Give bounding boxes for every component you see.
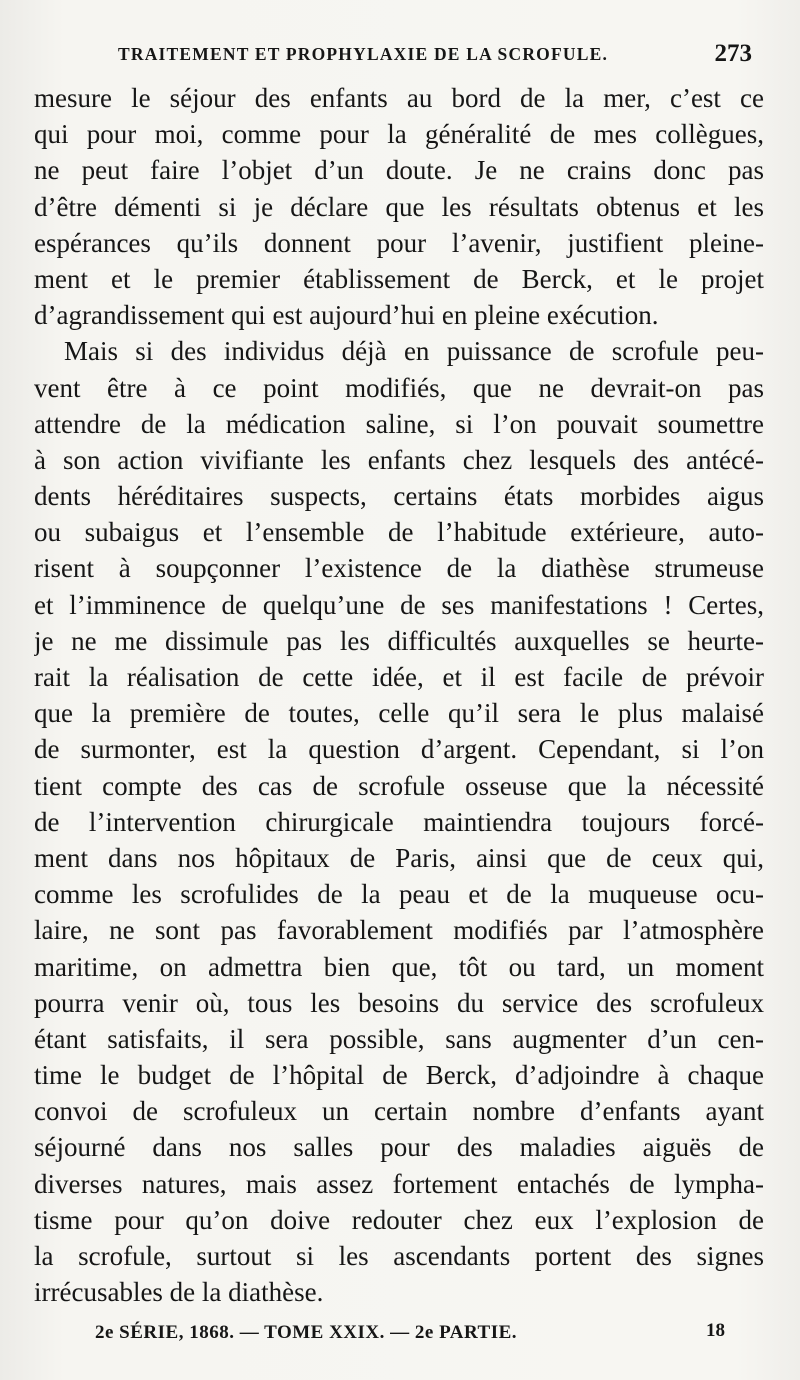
text-line: laire, ne sont pas favorablement modifiés par l’atmosphère xyxy=(34,915,764,946)
text-line: la scrofule, surtout si les ascendants portent des signes xyxy=(34,1241,764,1271)
text-line: diverses natures, mais assez fortement entachés de lympha- xyxy=(34,1168,764,1199)
text-line: d’agrandissement qui est aujourd’hui en pleine exécution. xyxy=(34,300,659,331)
page-number: 273 xyxy=(714,40,752,67)
text-line: étant satisfaits, il sera possible, sans augmenter d’un cen- xyxy=(34,1023,764,1054)
text-line: vent être à ce point modifiés, que ne devrait-on pas xyxy=(34,372,764,403)
text-line: comme les scrofulides de la peau et de la muqueuse ocu- xyxy=(34,879,764,910)
body-text xyxy=(34,80,764,1310)
text-line: que la première de toutes, celle qu’il sera le plus malaisé xyxy=(34,698,764,729)
text-line: tient compte des cas de scrofule osseuse que la nécessité xyxy=(34,770,764,801)
text-line: ment et le premier établissement de Berck, et le projet xyxy=(34,263,764,294)
text-line: mesure le séjour des enfants au bord de la mer, c’est ce xyxy=(34,83,764,113)
text-line: pourra venir où, tous les besoins du service des scrofuleux xyxy=(34,987,764,1018)
text-line: time le budget de l’hôpital de Berck, d’adjoindre à chaque xyxy=(34,1060,764,1091)
text-line: ne peut faire l’objet d’un doute. Je ne crains donc pas xyxy=(34,155,764,186)
text-line: espérances qu’ils donnent pour l’avenir, justifient pleine- xyxy=(34,227,764,258)
signature-number: 18 xyxy=(706,1320,725,1341)
signature-line: 2e SÉRIE, 1868. — TOME XXIX. — 2e PARTIE. xyxy=(95,1322,518,1343)
text-line: et l’imminence de quelqu’une de ses manifestations ! Certes, xyxy=(34,589,764,620)
text-line: maritime, on admettra bien que, tôt ou tard, un moment xyxy=(34,951,764,982)
text-line: tisme pour qu’on doive redouter chez eux l’explosion de xyxy=(34,1204,764,1235)
text-line: de surmonter, est la question d’argent. Cependant, si l’on xyxy=(34,734,764,765)
text-line: irrécusables de la diathèse. xyxy=(34,1277,324,1308)
text-line: risent à soupçonner l’existence de la diathèse strumeuse xyxy=(34,553,764,584)
running-title: TRAITEMENT ET PROPHYLAXIE DE LA SCROFULE. xyxy=(118,44,609,64)
text-line: d’être démenti si je déclare que les résultats obtenus et les xyxy=(34,191,764,222)
text-line: dents héréditaires suspects, certains états morbides aigus xyxy=(34,481,764,512)
text-line: attendre de la médication saline, si l’on pouvait soumettre xyxy=(34,408,764,439)
text-line: rait la réalisation de cette idée, et il est facile de prévoir xyxy=(34,662,764,692)
page-footer xyxy=(95,1320,725,1350)
text-line: ment dans nos hôpitaux de Paris, ainsi que de ceux qui, xyxy=(34,842,764,873)
text-line: de l’intervention chirurgicale maintiendra toujours forcé- xyxy=(34,806,764,837)
text-line: je ne me dissimule pas les difficultés auxquelles se heurte- xyxy=(34,625,764,656)
text-line: qui pour moi, comme pour la généralité de mes collègues, xyxy=(34,119,764,150)
page-header xyxy=(118,40,758,70)
text-line: convoi de scrofuleux un certain nombre d’enfants ayant xyxy=(34,1096,764,1127)
text-line: ou subaigus et l’ensemble de l’habitude extérieure, auto- xyxy=(34,517,764,548)
paragraph-start-line: Mais si des individus déjà en puissance de scrofule peu- xyxy=(64,336,764,367)
text-line: séjourné dans nos salles pour des maladies aiguës de xyxy=(34,1132,764,1163)
text-line: à son action vivifiante les enfants chez lesquels des antécé- xyxy=(34,444,764,475)
